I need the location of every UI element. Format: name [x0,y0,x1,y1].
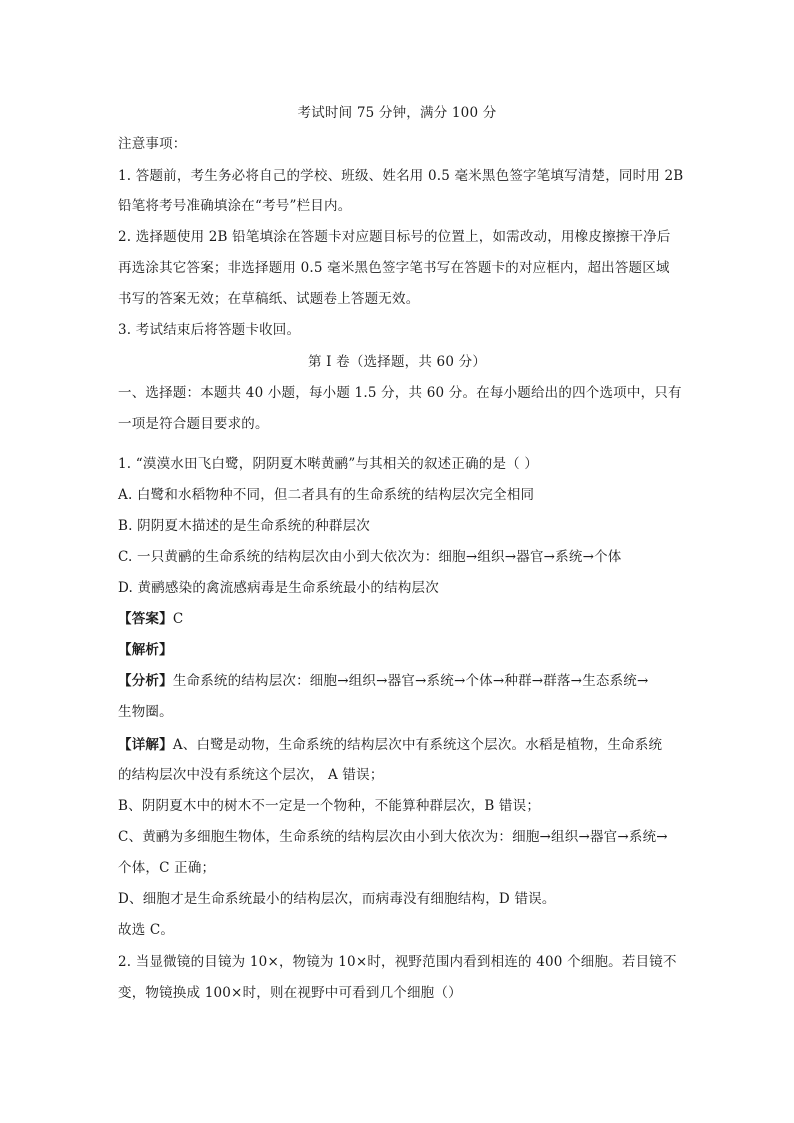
notice-line: 1. 答题前，考生务必将自己的学校、班级、姓名用 0.5 毫米黑色签字笔填写清楚，同时用 2B [118,168,684,184]
xiangjie-text: A、白鹭是动物，生命系统的结构层次中有系统这个层次。水稻是植物，生命系统 [172,737,663,753]
fenxi-tag: 【分析】 [118,673,173,689]
notice-title: 注意事项： [118,136,187,152]
answer-value: C [172,611,184,627]
question-1-option-b: B. 阴阴夏木描述的是生命系统的种群层次 [118,518,371,534]
xiangjie-text: B、阴阴夏木中的树木不一定是一个物种，不能算种群层次，B 错误； [118,798,541,814]
analysis-tag: 【解析】 [118,642,173,658]
answer-tag: 【答案】 [118,611,173,627]
fenxi-line [118,672,649,690]
question-1-stem: 1. “漠漠水田飞白鹭，阴阴夏木啭黄鹂”与其相关的叙述正确的是（ ） [118,456,539,472]
xiangjie-text: D、细胞才是生命系统最小的结构层次，而病毒没有细胞结构，D 错误。 [118,891,556,907]
question-2-stem: 2. 当显微镜的目镜为 10×，物镜为 10×时，视野范围内看到相连的 400 个细胞。若目镜不 [118,954,677,970]
notice-line: 铅笔将考号准确填涂在“考号”栏目内。 [118,198,352,214]
section-title: 第 I 卷（选择题，共 60 分） [307,354,487,370]
answer-line [118,610,183,628]
fenxi-text: 生命系统的结构层次：细胞→组织→器官→系统→个体→种群→群落→生态系统→ [172,673,649,689]
conclusion-text: 故选 C。 [118,922,175,938]
question-1-option-d: D. 黄鹂感染的禽流感病毒是生命系统最小的结构层次 [118,580,439,596]
xiangjie-text: C、黄鹂为多细胞生物体，生命系统的结构层次由小到大依次为：细胞→组织→器官→系统→ [118,829,668,845]
question-2-stem: 变，物镜换成 100×时，则在视野中可看到几个细胞（） [118,985,462,1001]
xiangjie-tag: 【详解】 [118,737,173,753]
notice-line: 再选涂其它答案；非选择题用 0.5 毫米黑色签字笔书写在答题卡的对应框内，超出答题区域 [118,260,670,276]
notice-line: 3. 考试结束后将答题卡收回。 [118,322,301,338]
xiangjie-line [118,736,662,754]
section-intro-line: 一项是符合题目要求的。 [118,416,269,432]
question-1-option-c: C. 一只黄鹂的生命系统的结构层次由小到大依次为：细胞→组织→器官→系统→个体 [118,549,622,565]
fenxi-text: 生物圈。 [118,704,173,720]
question-1-option-a: A. 白鹭和水稻物种不同，但二者具有的生命系统的结构层次完全相同 [118,487,535,503]
exam-header: 考试时间 75 分钟，满分 100 分 [297,105,497,121]
xiangjie-text: 的结构层次中没有系统这个层次， A 错误； [118,767,384,783]
section-intro-line: 一、选择题：本题共 40 小题，每小题 1.5 分，共 60 分。在每小题给出的四个选项中，只有 [118,385,682,401]
xiangjie-text: 个体，C 正确； [118,860,216,876]
notice-line: 2. 选择题使用 2B 铅笔填涂在答题卡对应题目标号的位置上，如需改动，用橡皮擦擦干净后 [118,229,671,245]
notice-line: 书写的答案无效；在草稿纸、试题卷上答题无效。 [118,291,420,307]
